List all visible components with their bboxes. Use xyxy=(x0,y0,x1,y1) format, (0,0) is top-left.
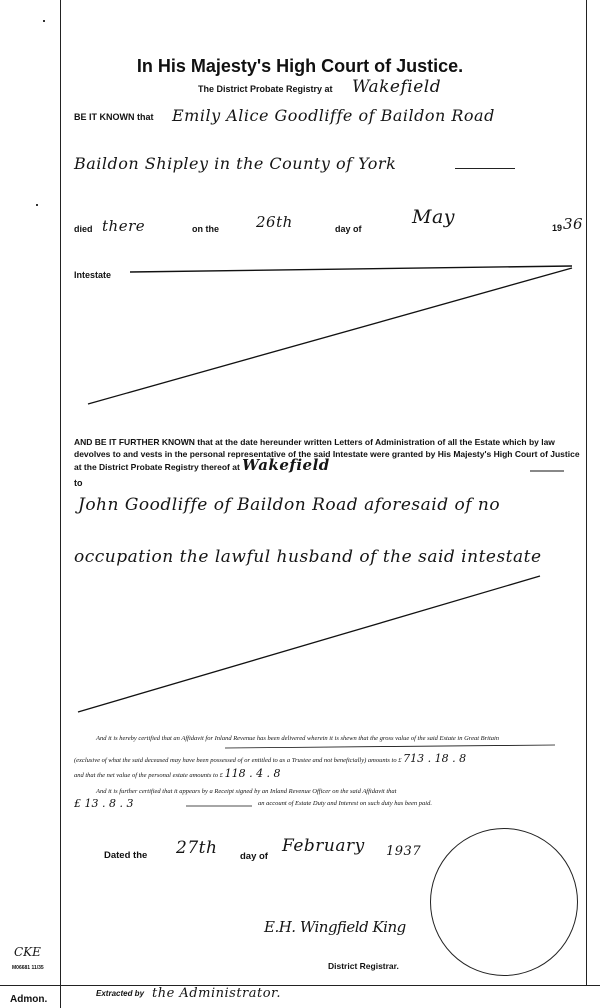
died-place: there xyxy=(102,217,146,235)
dated-label: Dated the xyxy=(104,850,148,861)
form-code: M06681 11/35 xyxy=(12,965,44,971)
administrator-line-2: occupation the lawful husband of the said intestate xyxy=(74,547,542,567)
registry-place: Wakefield xyxy=(352,77,442,97)
further-known-text: AND BE IT FURTHER KNOWN that at the date hereunder written Letters of Administration of all the Estate which by law devolves to and vests in the personal representative of the said Intestate were granted by His Majesty's High Court of Justice at the District Probate Registry thereof at Wakefield xyxy=(74,437,580,474)
to-label: to xyxy=(74,478,83,488)
receipt-text-1: And it is further certified that it appears by a Receipt signed by an Inland Revenue Officer on the said Affidavit that xyxy=(96,788,397,795)
affidavit-text-1: And it is hereby certified that an Affidavit for Inland Revenue has been delivered wherein it is shewn that the gross value of the said Estate in Great Britain xyxy=(96,735,500,742)
deceased-line-2: Baildon Shipley in the County of York xyxy=(74,154,397,173)
dated-day: 27th xyxy=(176,838,218,858)
administrator-line-1: John Goodliffe of Baildon Road aforesaid of no xyxy=(78,495,501,515)
receipt-text-2: an account of Estate Duty and Interest on such duty has been paid. xyxy=(258,800,432,807)
signature: E.H. Wingfield King xyxy=(264,918,406,936)
margin-label: Admon. xyxy=(10,994,48,1005)
day-of-label: day of xyxy=(335,224,362,234)
death-year-written: 36 xyxy=(563,215,584,233)
dated-month: February xyxy=(282,836,365,856)
dated-day-of: day of xyxy=(240,851,268,862)
net-value: 118 . 4 . 8 xyxy=(224,767,281,780)
gross-value: 713 . 18 . 8 xyxy=(403,752,467,765)
margin-initials: CKE xyxy=(14,945,41,959)
grant-place: Wakefield xyxy=(242,456,330,474)
on-the-label: on the xyxy=(192,224,219,234)
extracted-by: the Administrator. xyxy=(152,986,281,1001)
died-label: died xyxy=(74,224,93,234)
affidavit-text-2: (exclusive of what the said deceased may have been possessed of or entitled to as a Trustee and not beneficially) amounts to £ 713 . 18 . 8 xyxy=(74,752,467,765)
dated-year: 1937 xyxy=(386,844,422,859)
seal-circle xyxy=(430,828,578,976)
court-title: In His Majesty's High Court of Justice. xyxy=(136,56,464,76)
intestate-label: Intestate xyxy=(74,270,112,280)
registry-line: The District Probate Registry at xyxy=(198,84,333,94)
death-month: May xyxy=(412,206,456,228)
death-day: 26th xyxy=(256,213,293,231)
affidavit-text-3: and that the net value of the personal estate amounts to £ 118 . 4 . 8 xyxy=(74,767,281,780)
deceased-line-1: Emily Alice Goodliffe of Baildon Road xyxy=(172,106,495,125)
duty-amount: £ 13 . 8 . 3 xyxy=(74,797,134,810)
extracted-label: Extracted by xyxy=(96,989,145,998)
registrar-label: District Registrar. xyxy=(328,961,399,971)
death-year-printed: 19 xyxy=(552,223,563,233)
be-it-known-label: BE IT KNOWN that xyxy=(74,112,154,122)
